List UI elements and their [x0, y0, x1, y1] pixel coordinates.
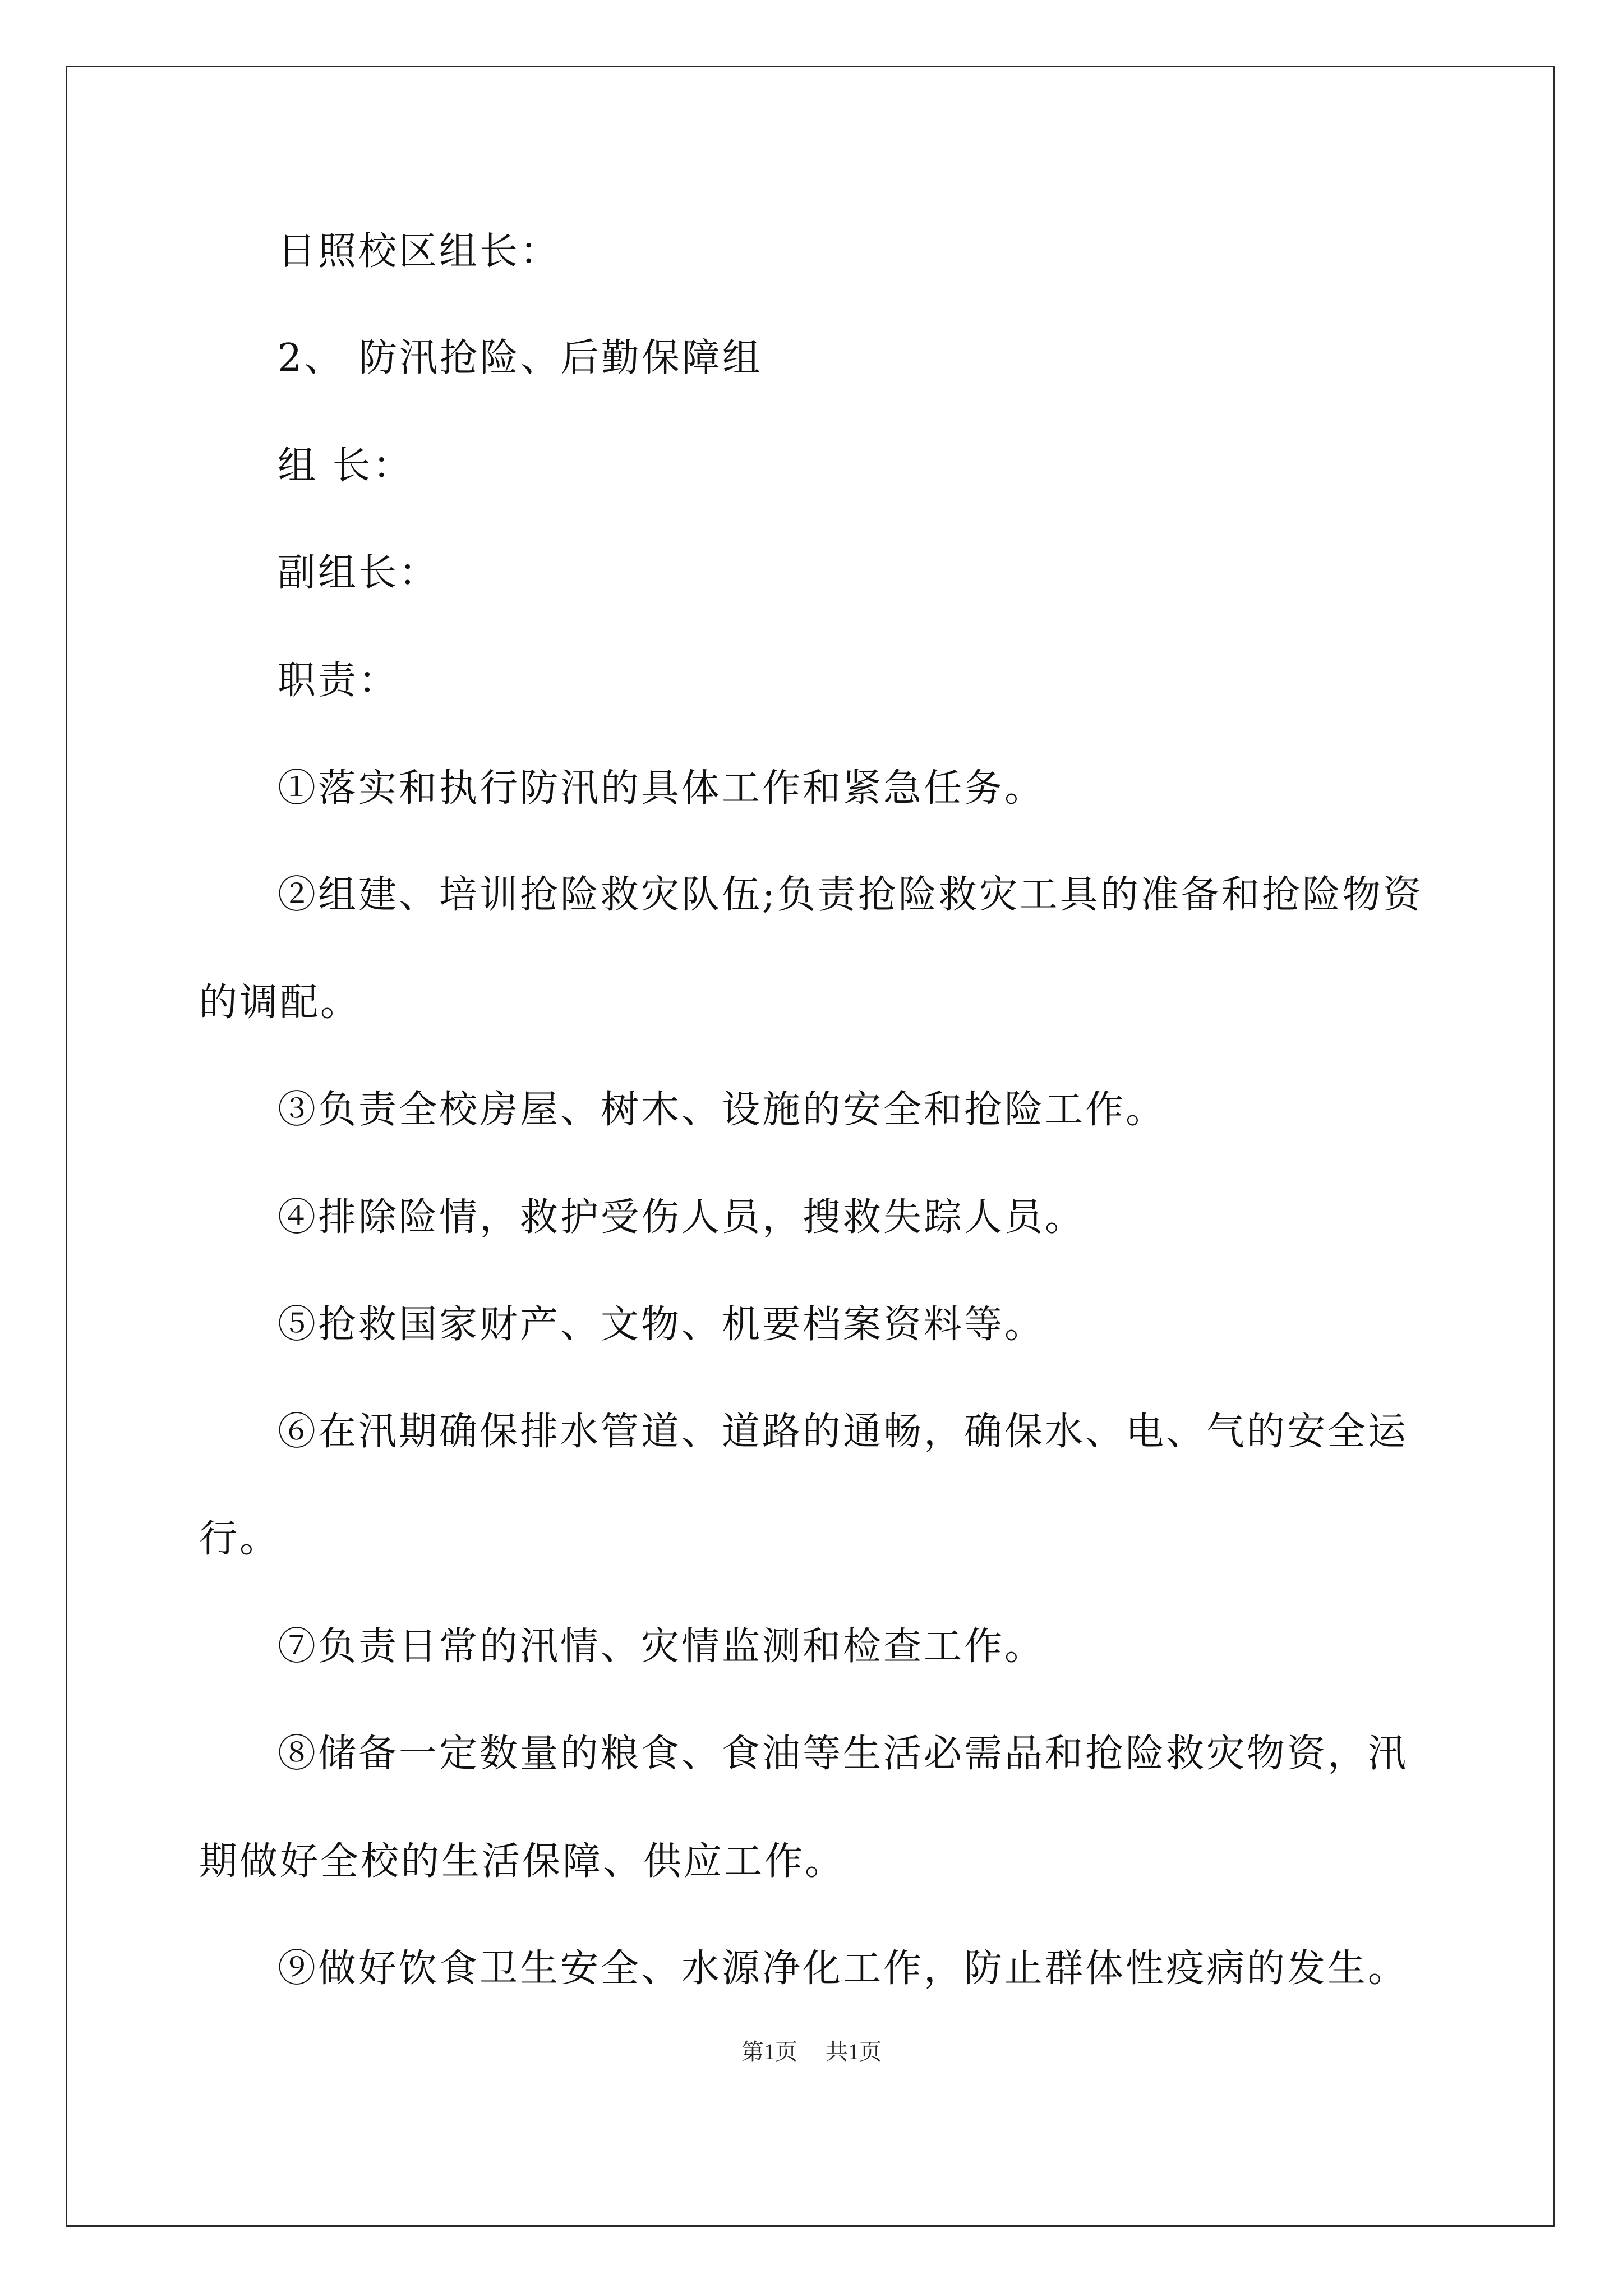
section-heading-rescue-logistics: 2、 防汛抢险、后勤保障组	[278, 336, 763, 380]
duty-item-1: ①落实和执行防汛的具体工作和紧急任务。	[278, 766, 1045, 811]
duty-item-2-continued: 的调配。	[199, 981, 361, 1025]
duty-item-3: ③负责全校房屋、树木、设施的安全和抢险工作。	[278, 1088, 1166, 1132]
duty-item-9: ⑨做好饮食卫生安全、水源净化工作，防止群体性疫病的发生。	[278, 1947, 1409, 1991]
page-footer	[0, 2041, 1623, 2063]
duty-item-2: ②组建、培训抢险救灾队伍;负责抢险救灾工具的准备和抢险物资	[278, 873, 1423, 917]
duty-item-4: ④排除险情，救护受伤人员，搜救失踪人员。	[278, 1195, 1086, 1240]
rizhao-campus-leader: 日照校区组长：	[278, 229, 561, 274]
duty-item-6: ⑥在汛期确保排水管道、道路的通畅，确保水、电、气的安全运	[278, 1410, 1409, 1454]
page-number: 第1页	[741, 2039, 797, 2064]
duty-item-8-continued: 期做好全校的生活保障、供应工作。	[199, 1839, 846, 1884]
duties-label: 职责：	[278, 659, 399, 703]
duty-item-6-continued: 行。	[199, 1517, 280, 1561]
duty-item-7: ⑦负责日常的汛情、灾情监测和检查工作。	[278, 1625, 1045, 1669]
page-border	[66, 66, 1555, 2227]
deputy-leader-label: 副组长：	[278, 551, 440, 595]
group-leader-label: 组 长：	[278, 444, 413, 488]
duty-item-5: ⑤抢救国家财产、文物、机要档案资料等。	[278, 1303, 1045, 1347]
duty-item-8: ⑧储备一定数量的粮食、食油等生活必需品和抢险救灾物资，汛	[278, 1732, 1409, 1776]
page-total: 共1页	[826, 2039, 882, 2064]
